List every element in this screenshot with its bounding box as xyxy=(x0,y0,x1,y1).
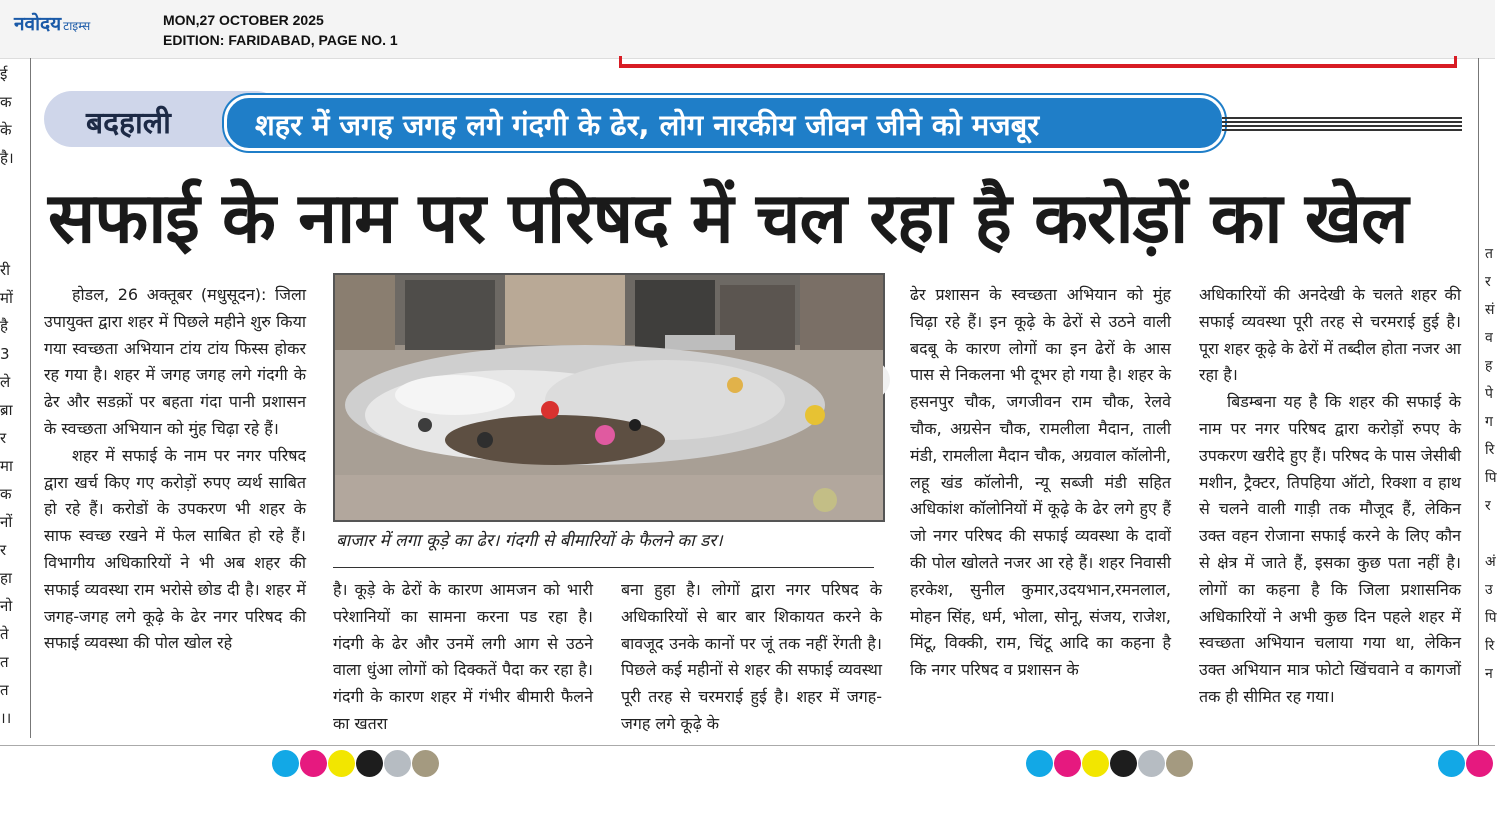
adjacent-article-border xyxy=(619,64,1457,68)
subheadline-pill xyxy=(224,95,1225,151)
left-neighbor-text: ई क के है। री मों है 3 ले ब्रा र मा क नों र हा नो ते त त ।। xyxy=(0,65,14,727)
registration-dot xyxy=(1138,750,1165,777)
registration-dot xyxy=(1110,750,1137,777)
photo-caption: बाजार में लगा कूड़े का ढेर। गंदगी से बीमारियों के फैलने का डर। xyxy=(336,531,723,551)
paragraph: होडल, 26 अक्तूबर (मधुसूदन): जिला उपायुक्त द्वारा शहर में पिछले महीने शुरु किया गया स्वच्छता अभियान टांय टांय फिस्स होकर रह गया है। शहर में जगह जगह लगे गंदगी के ढेर और सडक़ों पर बहता गंदा पानी प्रशासन के स्वच्छता अभियान को मुंह चिढ़ा रहे हैं। xyxy=(44,285,306,438)
edition-date: MON,27 OCTOBER 2025 xyxy=(163,12,324,28)
page-bottom-margin xyxy=(0,745,1495,824)
registration-dot xyxy=(300,750,327,777)
color-registration-marks xyxy=(272,750,439,777)
registration-dot xyxy=(272,750,299,777)
registration-dot xyxy=(412,750,439,777)
kicker-label: बदहाली xyxy=(86,106,171,141)
right-neighbor-text: त र सं व ह पे ग रि पि र अं उ पि रि न xyxy=(1485,246,1497,682)
paragraph: बना हुहा है। लोगों द्वारा नगर परिषद के अधिकारियों से बार बार शिकायत करने के बावजूद उनके कानों पर जूं तक नहीं रेंगती है। पिछले कई महीनों से शहर की सफाई व्यवस्था पूरी तरह से चरमराई हुई है। शहर में जगह-जगह लगे कूढ़े के xyxy=(621,580,882,733)
headline: सफाई के नाम पर परिषद में चल रहा है करोड़ों का खेल xyxy=(48,177,1408,259)
registration-dot xyxy=(1466,750,1493,777)
edition-info xyxy=(163,10,398,50)
subheadline: शहर में जगह जगह लगे गंदगी के ढेर, लोग नारकीय जीवन जीने को मजबूर xyxy=(255,108,1040,142)
newspaper-logo[interactable]: नवोदय टाइम्स xyxy=(14,13,91,35)
registration-dot xyxy=(1026,750,1053,777)
kicker-banner xyxy=(44,89,1219,149)
paragraph: है। कूड़े के ढेरों के कारण आमजन को भारी परेशानियों का सामना करना पड रहा है। गंदगी के ढेर और उनमें लगी आग से उठने वाला धुंआ लोगों को दिक्कतें पैदा कर रहा है। गंदगी के कारण शहर में गंभीर बीमारी फैलने का खतरा xyxy=(333,580,593,733)
registration-dot xyxy=(328,750,355,777)
paragraph: अधिकारियों की अनदेखी के चलते शहर की सफाई व्यवस्था पूरी तरह से चरमराई हुई है। पूरा शहर कूढ़े के ढेरों में तब्दील होता नजर आ रहा है। xyxy=(1199,285,1461,385)
color-registration-marks xyxy=(1026,750,1193,777)
caption-rule xyxy=(333,567,874,568)
article-column-5 xyxy=(1199,282,1461,711)
paragraph: ढेर प्रशासन के स्वच्छता अभियान को मुंह चिढ़ा रहे हैं। इन कूढ़े के ढेरों से उठने वाली बदबू के कारण लोगों का इन ढेरों के आस पास से निकलना भी दूभर हो गया है। शहर के हसनपुर चौक, जगजीवन राम चौक, रेलवे चौक, अग्रसेन चौक, रामलीला मैदान, ताली मंडी, रामलीला मैदान चौक, अग्रवाल कॉलोनी, लहू खंड कॉलोनी, न्यू सब्जी मंडी सहित अधिकांश कॉलोनियों में कूढ़े के ढेर लगे हुए हैं जो नगर परिषद की सफाई व्यवस्था के दावों की पोल खोलते नजर आ रहे हैं। शहर निवासी हरकेश, सुनील कुमार,उदयभान,रमनलाल, मोहन सिंह, धर्म, भोला, सोनू, संजय, राजेश, मिंटू, विक्की, राम, चिंटू आदि का कहना है कि नगर परिषद व प्रशासन के xyxy=(910,285,1171,680)
registration-dot xyxy=(1166,750,1193,777)
registration-dot xyxy=(384,750,411,777)
registration-dot xyxy=(1438,750,1465,777)
column-divider xyxy=(30,58,31,738)
edition-page: EDITION: FARIDABAD, PAGE NO. 1 xyxy=(163,32,398,48)
color-registration-marks xyxy=(1438,750,1493,777)
registration-dot xyxy=(356,750,383,777)
top-bar xyxy=(0,0,1495,59)
decorative-rule xyxy=(1222,117,1462,131)
registration-dot xyxy=(1054,750,1081,777)
paragraph: बिडम्बना यह है कि शहर की सफाई के नाम पर नगर परिषद द्वारा करोड़ों रुपए के उपकरण खरीदे हुए हैं। परिषद के पास जेसीबी मशीन, ट्रैक्टर, तिपहिया ऑटो, रिक्शा व हाथ से चलने वाली गाड़ी तक मौजूद हैं, लेकिन उक्त वहन रोजाना सफाई करने के लिए कौन से क्षेत्र में जाते हैं, इसका कुछ पता नहीं है। लोगों का कहना है कि जिला प्रशासनिक अधिकारियों ने अभी कुछ दिन पहले शहर में स्वच्छता अभियान चलाया गया था, लेकिन उक्त अभियान मात्र फोटो खिंचवाने व कागजों तक ही सीमित रह गया। xyxy=(1199,392,1462,706)
column-divider xyxy=(1478,58,1479,748)
article-column-1 xyxy=(44,282,306,657)
article-column-4 xyxy=(910,282,1171,684)
paragraph: शहर में सफाई के नाम पर नगर परिषद द्वारा खर्च किए गए करोड़ों रुपए व्यर्थ साबित हो रहे हैं। करोडों के उपकरण भी शहर के साफ स्वच्छ रखने में फेल साबित हो रहे हैं। विभागीय अधिकारियों ने भी अब शहर की सफाई व्यवस्था राम भरोसे छोड दी है। शहर में जगह-जगह लगे कूढ़े के ढेर नगर परिषद की सफाई व्यवस्था की पोल खोल रहे xyxy=(44,445,306,653)
article-column-3 xyxy=(621,577,882,738)
article-column-2 xyxy=(333,577,593,738)
garbage-heap-image xyxy=(335,275,883,520)
article-photo[interactable] xyxy=(333,273,885,522)
registration-dot xyxy=(1082,750,1109,777)
